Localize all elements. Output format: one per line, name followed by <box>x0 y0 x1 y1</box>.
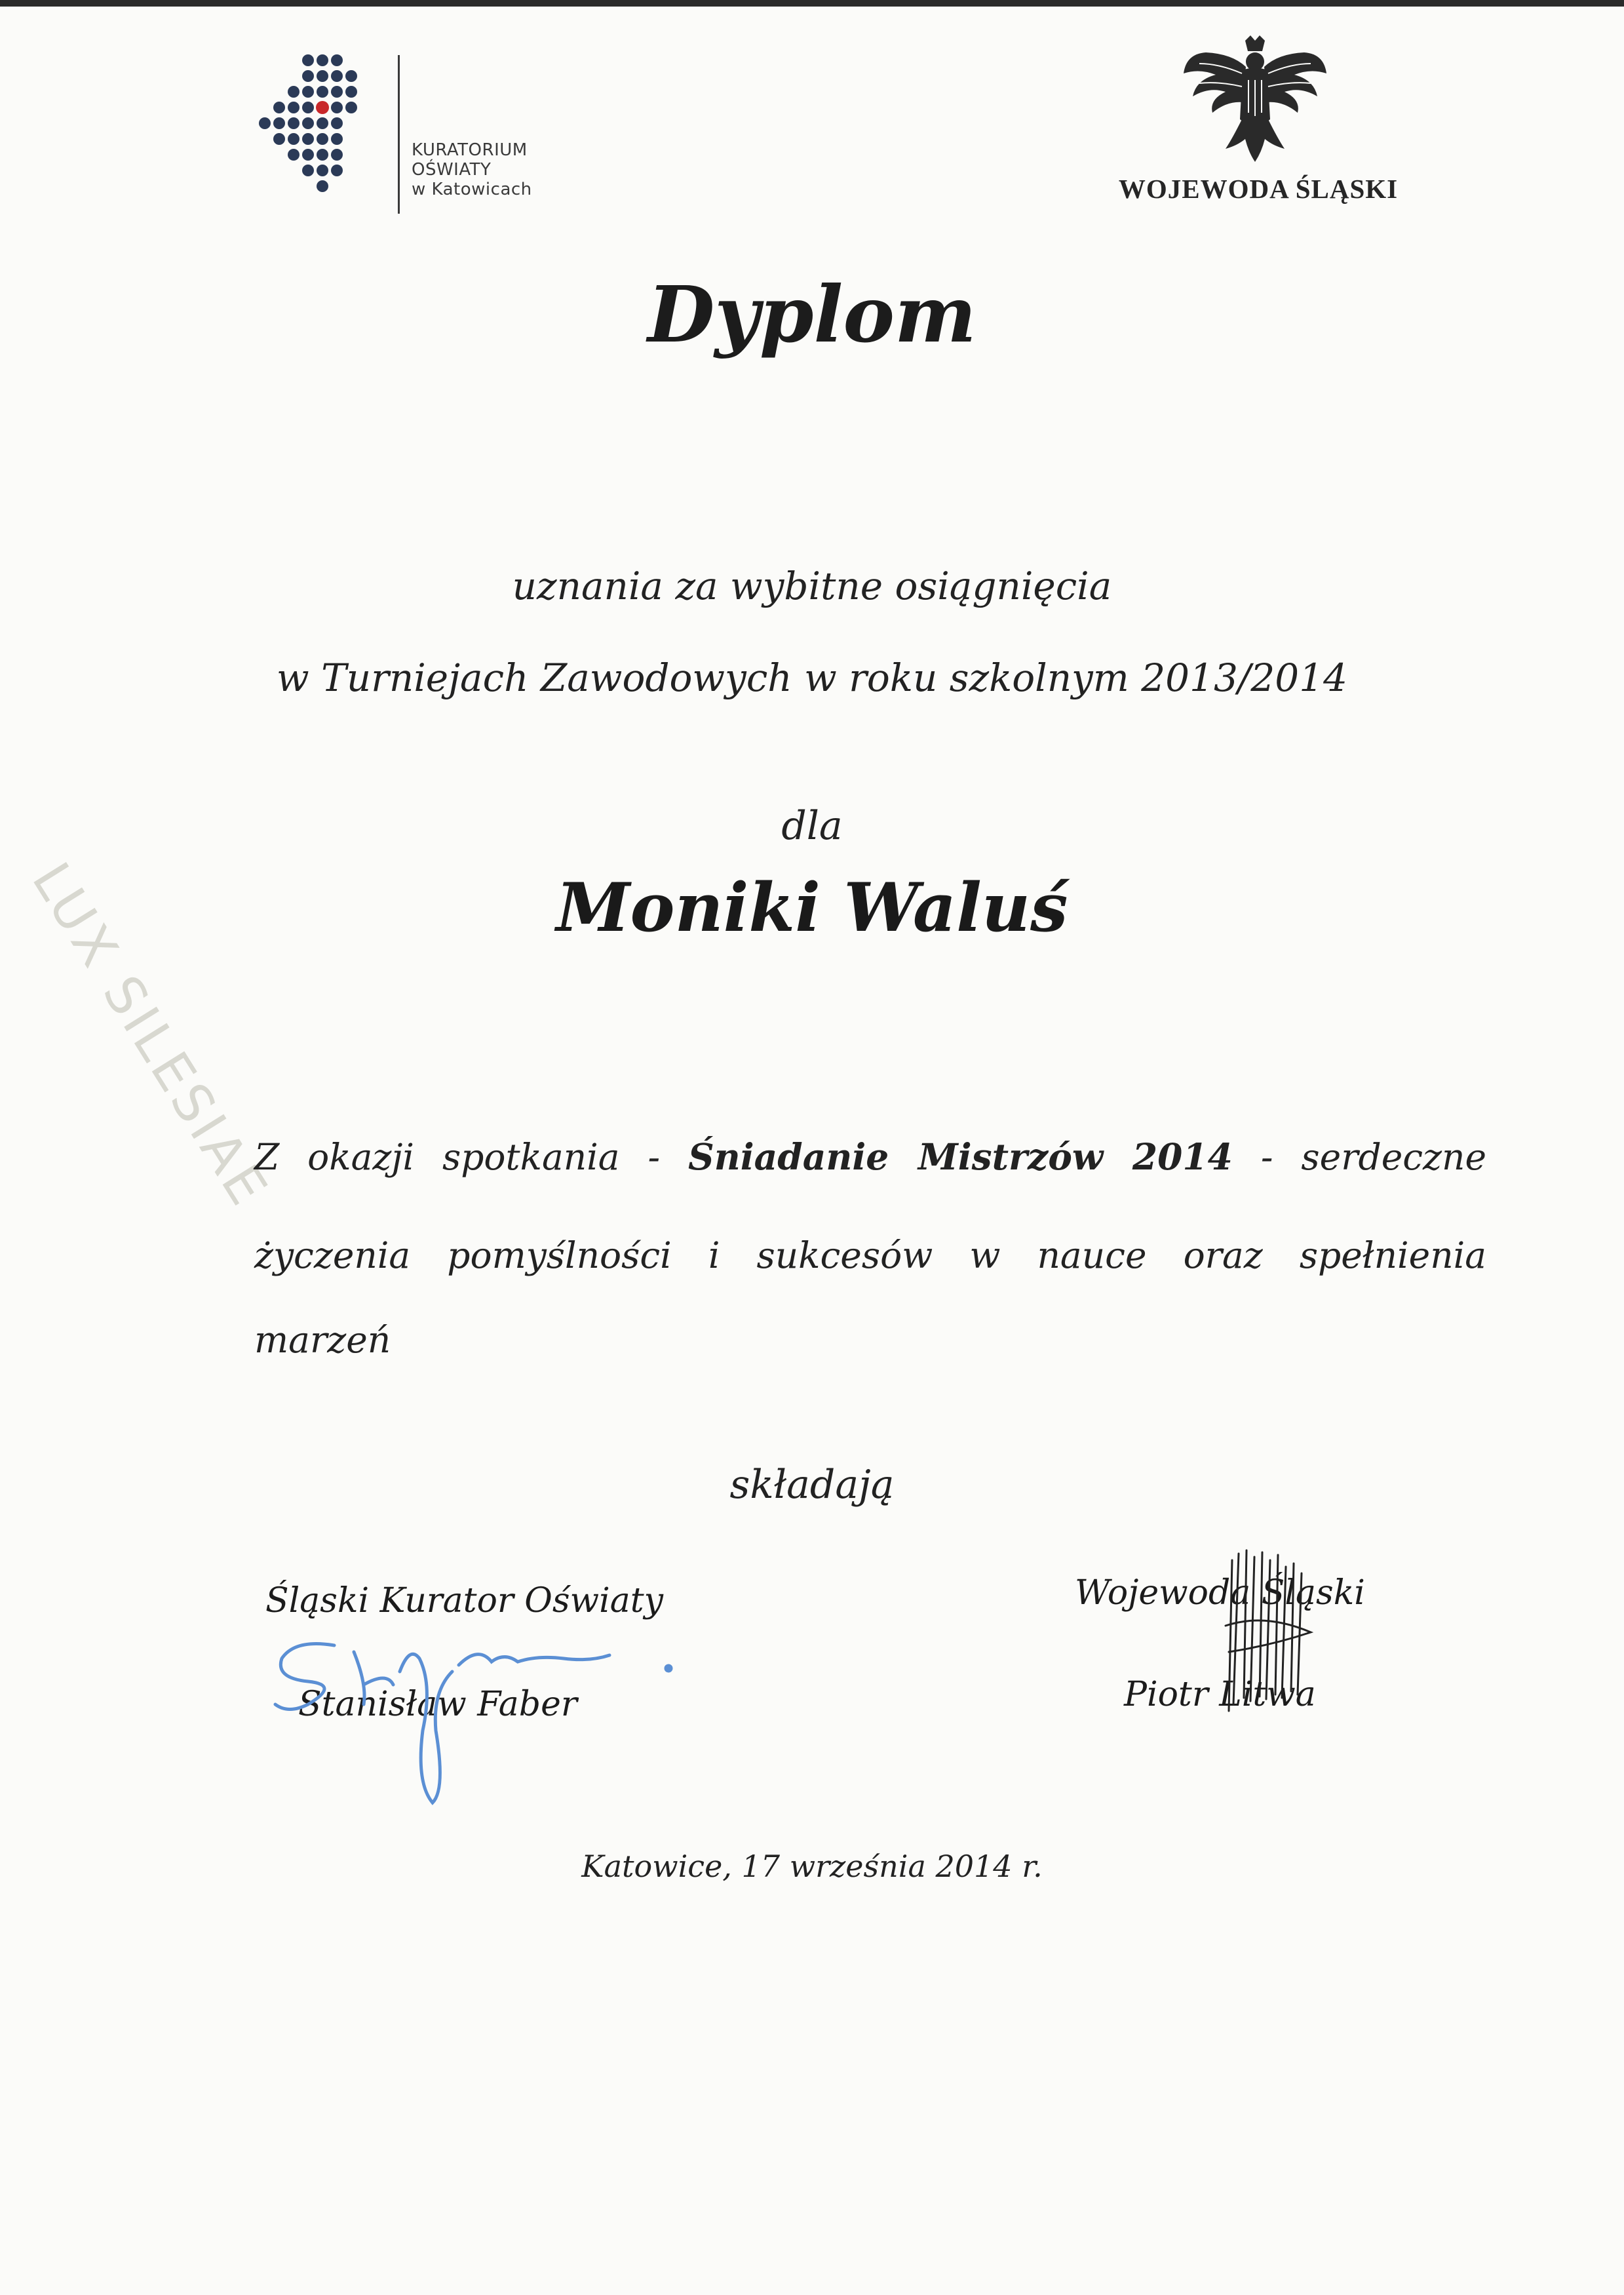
authority-label: WOJEWODA ŚLĄSKI <box>1118 174 1399 204</box>
subtitle-line-2: w Turniejach Zawodowych w roku szkolnym 2013/2014 <box>277 656 1347 700</box>
body-mid: - serdeczne życzenia pomyślności i sukcesów w nauce oraz spełnienia <box>254 1136 1486 1276</box>
body-end: marzeń <box>254 1319 391 1361</box>
top-edge-line <box>0 0 1624 7</box>
eagle-emblem-icon <box>1180 34 1330 168</box>
right-signatory-role: Wojewoda Śląski <box>1075 1573 1365 1613</box>
diploma-title: Dyplom <box>648 269 976 360</box>
body-event: Śniadanie Mistrzów 2014 <box>688 1135 1233 1178</box>
recipient-name: Moniki Waluś <box>556 869 1068 947</box>
body-start: Z okazji spotkania - <box>254 1136 689 1178</box>
logo-line-3: w Katowicach <box>412 180 532 199</box>
left-signatory-role: Śląski Kurator Oświaty <box>265 1581 663 1620</box>
logo-divider <box>398 55 400 214</box>
logo-text <box>412 140 582 199</box>
faint-stamp: LUX SILESIAE <box>20 852 281 1219</box>
subtitle-line-1: uznania za wybitne osiągnięcia <box>512 564 1112 608</box>
for-label: dla <box>781 803 843 849</box>
right-signatory-name: Piotr Litwa <box>1124 1675 1316 1714</box>
logo-line-1: KURATORIUM <box>412 140 528 160</box>
kuratorium-logo-icon <box>249 52 406 210</box>
closing-word: składają <box>729 1462 895 1508</box>
logo-line-2: OŚWIATY <box>412 160 492 180</box>
place-and-date: Katowice, 17 września 2014 r. <box>581 1849 1043 1884</box>
left-signature-scribble <box>269 1632 675 1822</box>
left-signatory-name: Stanisław Faber <box>298 1685 577 1724</box>
body-paragraph <box>254 1108 1486 1304</box>
